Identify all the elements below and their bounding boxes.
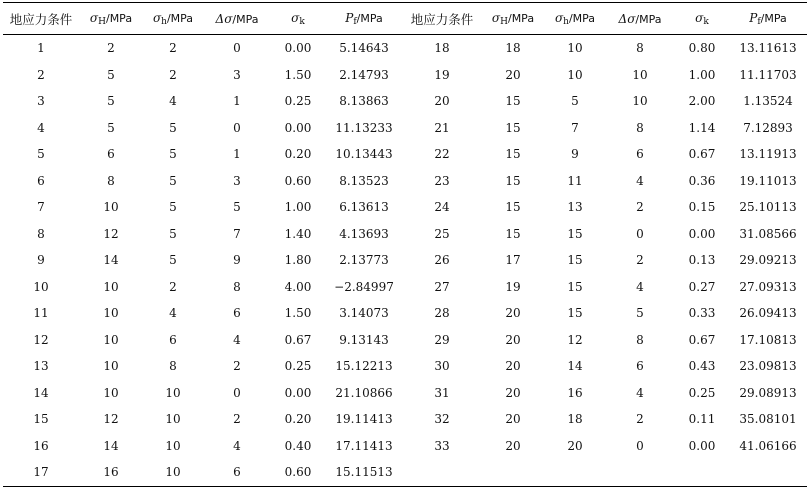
table-cell-cond: 17 <box>33 465 49 480</box>
table-cell-sH: 10 <box>103 279 119 294</box>
table-cell-cond2 <box>403 459 481 486</box>
table-cell-pf2: 23.09813 <box>739 359 797 374</box>
column-header-cond <box>3 3 79 35</box>
table-cell-sh2: 15 <box>567 279 583 294</box>
table-cell-cond2: 21 <box>434 120 450 135</box>
table-cell-cond: 12 <box>33 332 49 347</box>
table-cell-sk: 0.20 <box>284 412 312 427</box>
column-header-subscript: k <box>299 16 305 27</box>
table-cell-sk: 0.00 <box>284 120 312 135</box>
table-cell-pf: 8.13863 <box>339 94 389 109</box>
column-header-subscript: f <box>757 16 761 27</box>
table-cell-sk2: 0.25 <box>688 385 716 400</box>
column-header-ds2 <box>605 3 675 35</box>
table-cell-sh: 10 <box>165 465 181 480</box>
table-cell-cond: 7 <box>37 200 45 215</box>
table-cell-sh: 5 <box>169 226 177 241</box>
table-cell-pf: 4.13693 <box>339 226 389 241</box>
table-cell-pf2: 13.11613 <box>739 41 797 56</box>
table-row <box>3 194 807 221</box>
table-cell-cond2: 33 <box>434 438 450 453</box>
table-cell-cond2: 22 <box>434 147 450 162</box>
table-cell-sH: 12 <box>103 412 119 427</box>
table-cell-ds2: 4 <box>636 385 644 400</box>
table-cell-sH2: 19 <box>505 279 521 294</box>
table-cell-pf2: 27.09313 <box>739 279 797 294</box>
table-cell-pf2: 7.12893 <box>743 120 793 135</box>
column-header-unit: /MPa <box>507 11 535 25</box>
table-cell-cond2: 18 <box>434 41 450 56</box>
column-header-sH2 <box>481 3 545 35</box>
table-cell-sk: 0.20 <box>284 147 312 162</box>
table-cell-cond2: 27 <box>434 279 450 294</box>
column-header-symbol: σ <box>491 10 501 25</box>
table-cell-ds: 5 <box>233 200 241 215</box>
table-cell-cond: 13 <box>33 359 49 374</box>
column-header-subscript: h <box>161 16 167 27</box>
table-cell-pf: 9.13143 <box>339 332 389 347</box>
table-cell-pf2: 11.11703 <box>739 67 797 82</box>
table-cell-pf: 3.14073 <box>339 306 389 321</box>
column-header-label: 地应力条件 <box>9 11 73 27</box>
table-cell-sH: 6 <box>107 147 115 162</box>
table-cell-sk2: 0.15 <box>688 200 716 215</box>
table-cell-ds: 0 <box>233 120 241 135</box>
table-cell-sH2: 20 <box>505 332 521 347</box>
table-cell-ds2: 8 <box>636 332 644 347</box>
table-cell-sh: 4 <box>169 306 177 321</box>
table-cell-sh2: 12 <box>567 332 583 347</box>
table-cell-sh2: 15 <box>567 226 583 241</box>
table-cell-sh: 5 <box>169 120 177 135</box>
table-cell-sh: 2 <box>169 279 177 294</box>
table-cell-cond2: 24 <box>434 200 450 215</box>
table-cell-ds: 2 <box>233 412 241 427</box>
table-cell-sH: 14 <box>103 438 119 453</box>
table-cell-sh: 5 <box>169 200 177 215</box>
table-cell-sk: 1.80 <box>284 253 312 268</box>
column-header-unit: /MPa <box>356 11 383 25</box>
table-cell-sH2: 18 <box>505 41 521 56</box>
table-cell-sk2: 0.43 <box>688 359 716 374</box>
column-header-sh <box>143 3 203 35</box>
table-cell-sk2: 0.00 <box>688 438 716 453</box>
table-cell-sH: 16 <box>103 465 119 480</box>
column-header-symbol: Δσ <box>215 11 233 26</box>
table-cell-sk2: 1.00 <box>688 67 716 82</box>
column-header-sk <box>271 3 325 35</box>
table-cell-ds2: 0 <box>636 438 644 453</box>
table-cell-ds2: 0 <box>636 226 644 241</box>
table-cell-ds2: 6 <box>636 147 644 162</box>
table-cell-sh2: 10 <box>567 41 583 56</box>
table-cell-sh: 8 <box>169 359 177 374</box>
table-cell-sk2: 0.80 <box>688 41 716 56</box>
column-header-symbol: σ <box>89 10 99 25</box>
column-header-unit: /MPa <box>760 11 787 25</box>
table-cell-sH2 <box>481 459 545 486</box>
table-cell-sh2: 10 <box>567 67 583 82</box>
table-header-row <box>3 3 807 35</box>
table-cell-sh: 10 <box>165 385 181 400</box>
table-cell-cond: 14 <box>33 385 49 400</box>
column-header-unit: /MPa <box>568 11 596 25</box>
column-header-unit: /MPa <box>166 11 194 25</box>
table-cell-cond2: 30 <box>434 359 450 374</box>
table-cell-sk: 1.50 <box>284 67 312 82</box>
table-cell-cond2: 28 <box>434 306 450 321</box>
table-row <box>3 459 807 486</box>
table-cell-pf2: 35.08101 <box>739 412 797 427</box>
table-row <box>3 247 807 274</box>
table-cell-pf2: 17.10813 <box>739 332 797 347</box>
table-cell-sH: 10 <box>103 200 119 215</box>
table-cell-ds2 <box>605 459 675 486</box>
table-cell-sk2: 1.14 <box>688 120 716 135</box>
stress-condition-table <box>3 2 807 487</box>
table-cell-pf: 21.10866 <box>335 385 393 400</box>
table-cell-sk: 0.00 <box>284 385 312 400</box>
table-cell-sk2: 2.00 <box>688 94 716 109</box>
table-cell-sh: 5 <box>169 147 177 162</box>
column-header-pf <box>325 3 403 35</box>
table-cell-sH: 10 <box>103 359 119 374</box>
table-cell-cond2: 20 <box>434 94 450 109</box>
table-cell-pf2 <box>729 459 807 486</box>
table-cell-pf2: 29.09213 <box>739 253 797 268</box>
table-cell-sk2 <box>675 459 729 486</box>
table-cell-ds: 2 <box>233 359 241 374</box>
table-row <box>3 274 807 301</box>
table-cell-pf: 15.11513 <box>335 465 393 480</box>
table-cell-sk: 0.67 <box>284 332 312 347</box>
table-cell-ds: 3 <box>233 67 241 82</box>
table-cell-sk2: 0.67 <box>688 147 716 162</box>
table-cell-sk2: 0.67 <box>688 332 716 347</box>
table-cell-pf2: 29.08913 <box>739 385 797 400</box>
table-row <box>3 433 807 460</box>
table-cell-ds: 3 <box>233 173 241 188</box>
table-cell-sh2: 16 <box>567 385 583 400</box>
table-cell-ds2: 2 <box>636 200 644 215</box>
column-header-label: 地应力条件 <box>410 11 474 27</box>
table-cell-cond: 15 <box>33 412 49 427</box>
table-cell-ds: 1 <box>233 94 241 109</box>
table-row <box>3 141 807 168</box>
table-cell-ds: 8 <box>233 279 241 294</box>
table-cell-ds2: 2 <box>636 412 644 427</box>
table-cell-sH: 5 <box>107 120 115 135</box>
table-cell-cond: 4 <box>37 120 45 135</box>
table-cell-pf: 2.13773 <box>339 253 389 268</box>
table-cell-sH2: 15 <box>505 200 521 215</box>
table-cell-cond: 5 <box>37 147 45 162</box>
table-cell-sk: 1.00 <box>284 200 312 215</box>
column-header-subscript: h <box>563 16 569 27</box>
table-cell-sh: 2 <box>169 41 177 56</box>
column-header-subscript: f <box>353 16 357 27</box>
table-cell-pf: 6.13613 <box>339 200 389 215</box>
table-cell-pf: 15.12213 <box>335 359 393 374</box>
table-cell-sk: 0.60 <box>284 173 312 188</box>
table-cell-sh: 2 <box>169 67 177 82</box>
table-cell-ds2: 10 <box>632 94 648 109</box>
table-cell-pf: 17.11413 <box>335 438 393 453</box>
table-cell-cond: 3 <box>37 94 45 109</box>
table-cell-ds2: 2 <box>636 253 644 268</box>
column-header-cond2 <box>403 3 481 35</box>
table-cell-ds: 0 <box>233 385 241 400</box>
table-cell-sH2: 15 <box>505 173 521 188</box>
table-cell-cond2: 23 <box>434 173 450 188</box>
column-header-pf2 <box>729 3 807 35</box>
column-header-subscript: H <box>98 16 106 27</box>
table-cell-pf2: 1.13524 <box>743 94 793 109</box>
table-cell-sk: 0.40 <box>284 438 312 453</box>
table-cell-pf: 5.14643 <box>339 41 389 56</box>
table-cell-pf2: 25.10113 <box>739 200 797 215</box>
table-cell-ds2: 4 <box>636 279 644 294</box>
table-cell-pf: 11.13233 <box>335 120 393 135</box>
table-cell-ds2: 5 <box>636 306 644 321</box>
table-cell-ds2: 10 <box>632 67 648 82</box>
column-header-sk2 <box>675 3 729 35</box>
column-header-symbol: P <box>749 10 758 25</box>
column-header-unit: /MPa <box>635 12 662 26</box>
table-cell-sH2: 15 <box>505 120 521 135</box>
table-cell-pf2: 31.08566 <box>739 226 797 241</box>
table-row <box>3 300 807 327</box>
table-cell-pf: 19.11413 <box>335 412 393 427</box>
column-header-symbol: σ <box>695 10 704 25</box>
table-cell-sH: 12 <box>103 226 119 241</box>
table-cell-cond: 2 <box>37 67 45 82</box>
table-cell-pf2: 26.09413 <box>739 306 797 321</box>
table-cell-pf: 2.14793 <box>339 67 389 82</box>
table-cell-sk: 1.50 <box>284 306 312 321</box>
column-header-symbol: σ <box>291 10 300 25</box>
table-cell-cond: 9 <box>37 253 45 268</box>
table-cell-sk2: 0.36 <box>688 173 716 188</box>
table-cell-cond: 11 <box>33 306 49 321</box>
table-cell-cond2: 31 <box>434 385 450 400</box>
table-cell-sH2: 20 <box>505 412 521 427</box>
table-cell-sh2: 7 <box>571 120 579 135</box>
table-cell-pf2: 13.11913 <box>739 147 797 162</box>
table-cell-cond2: 29 <box>434 332 450 347</box>
table-cell-sh2: 13 <box>567 200 583 215</box>
table-row <box>3 221 807 248</box>
table-cell-sH: 10 <box>103 385 119 400</box>
table-cell-sh2 <box>545 459 605 486</box>
column-header-ds <box>203 3 271 35</box>
table-row <box>3 327 807 354</box>
table-cell-sH2: 15 <box>505 226 521 241</box>
table-cell-sh2: 9 <box>571 147 579 162</box>
table-body <box>3 35 807 487</box>
table-row <box>3 406 807 433</box>
table-cell-sH2: 20 <box>505 385 521 400</box>
table-cell-sh2: 15 <box>567 306 583 321</box>
table-cell-sk: 1.40 <box>284 226 312 241</box>
table-cell-sk2: 0.33 <box>688 306 716 321</box>
table-cell-sH2: 15 <box>505 94 521 109</box>
table-cell-sH2: 20 <box>505 438 521 453</box>
table-cell-sk2: 0.13 <box>688 253 716 268</box>
table-cell-sH: 10 <box>103 306 119 321</box>
table-row <box>3 115 807 142</box>
table-cell-pf: −2.84997 <box>334 279 394 294</box>
table-row <box>3 35 807 62</box>
table-cell-ds: 1 <box>233 147 241 162</box>
table-cell-ds2: 4 <box>636 173 644 188</box>
column-header-symbol: σ <box>152 10 162 25</box>
table-cell-cond: 1 <box>37 41 45 56</box>
table-cell-ds: 4 <box>233 438 241 453</box>
table-cell-ds: 9 <box>233 253 241 268</box>
table-cell-sh: 5 <box>169 253 177 268</box>
table-row <box>3 353 807 380</box>
table-cell-sk: 0.00 <box>284 41 312 56</box>
column-header-symbol: P <box>345 10 354 25</box>
column-header-sh2 <box>545 3 605 35</box>
table-cell-sk: 0.60 <box>284 465 312 480</box>
table-cell-pf: 8.13523 <box>339 173 389 188</box>
table-cell-ds2: 6 <box>636 359 644 374</box>
column-header-subscript: k <box>703 16 709 27</box>
table-cell-ds2: 8 <box>636 120 644 135</box>
table-cell-ds: 7 <box>233 226 241 241</box>
table-cell-pf2: 41.06166 <box>739 438 797 453</box>
table-cell-sk: 0.25 <box>284 94 312 109</box>
table-cell-sH: 10 <box>103 332 119 347</box>
table-cell-sh2: 18 <box>567 412 583 427</box>
table-cell-sH: 8 <box>107 173 115 188</box>
table-cell-sh2: 14 <box>567 359 583 374</box>
table-cell-sH2: 15 <box>505 147 521 162</box>
column-header-symbol: σ <box>554 10 564 25</box>
table-cell-sh: 4 <box>169 94 177 109</box>
column-header-symbol: Δσ <box>618 11 636 26</box>
table-row <box>3 62 807 89</box>
table-cell-cond2: 32 <box>434 412 450 427</box>
table-cell-sh2: 5 <box>571 94 579 109</box>
table-cell-cond: 10 <box>33 279 49 294</box>
table-cell-sh: 10 <box>165 412 181 427</box>
table-cell-sh: 10 <box>165 438 181 453</box>
table-cell-ds: 4 <box>233 332 241 347</box>
table-cell-cond: 6 <box>37 173 45 188</box>
table-cell-cond: 8 <box>37 226 45 241</box>
table-cell-ds: 6 <box>233 465 241 480</box>
column-header-unit: /MPa <box>232 12 259 26</box>
table-cell-sk2: 0.11 <box>688 412 716 427</box>
table-cell-sh: 6 <box>169 332 177 347</box>
column-header-subscript: H <box>500 16 508 27</box>
table-cell-sH2: 20 <box>505 67 521 82</box>
column-header-sH <box>79 3 143 35</box>
table-row <box>3 168 807 195</box>
table-cell-sH: 14 <box>103 253 119 268</box>
table-row <box>3 380 807 407</box>
table-cell-sk2: 0.27 <box>688 279 716 294</box>
table-cell-sH2: 17 <box>505 253 521 268</box>
table-cell-cond: 16 <box>33 438 49 453</box>
table-cell-ds: 6 <box>233 306 241 321</box>
table-cell-ds2: 8 <box>636 41 644 56</box>
table-cell-cond2: 26 <box>434 253 450 268</box>
column-header-unit: /MPa <box>105 11 133 25</box>
table-cell-sk: 0.25 <box>284 359 312 374</box>
table-cell-sh2: 20 <box>567 438 583 453</box>
table-cell-pf2: 19.11013 <box>739 173 797 188</box>
table-cell-sk2: 0.00 <box>688 226 716 241</box>
table-cell-pf: 10.13443 <box>335 147 393 162</box>
table-cell-cond2: 25 <box>434 226 450 241</box>
table-cell-sH: 2 <box>107 41 115 56</box>
table-cell-sk: 4.00 <box>284 279 312 294</box>
table-cell-ds: 0 <box>233 41 241 56</box>
table-cell-sh2: 11 <box>567 173 583 188</box>
table-cell-sH2: 20 <box>505 359 521 374</box>
table-cell-cond2: 19 <box>434 67 450 82</box>
table-cell-sh2: 15 <box>567 253 583 268</box>
table-cell-sH: 5 <box>107 94 115 109</box>
table-cell-sH2: 20 <box>505 306 521 321</box>
table-cell-sH: 5 <box>107 67 115 82</box>
table-row <box>3 88 807 115</box>
table-cell-sh: 5 <box>169 173 177 188</box>
